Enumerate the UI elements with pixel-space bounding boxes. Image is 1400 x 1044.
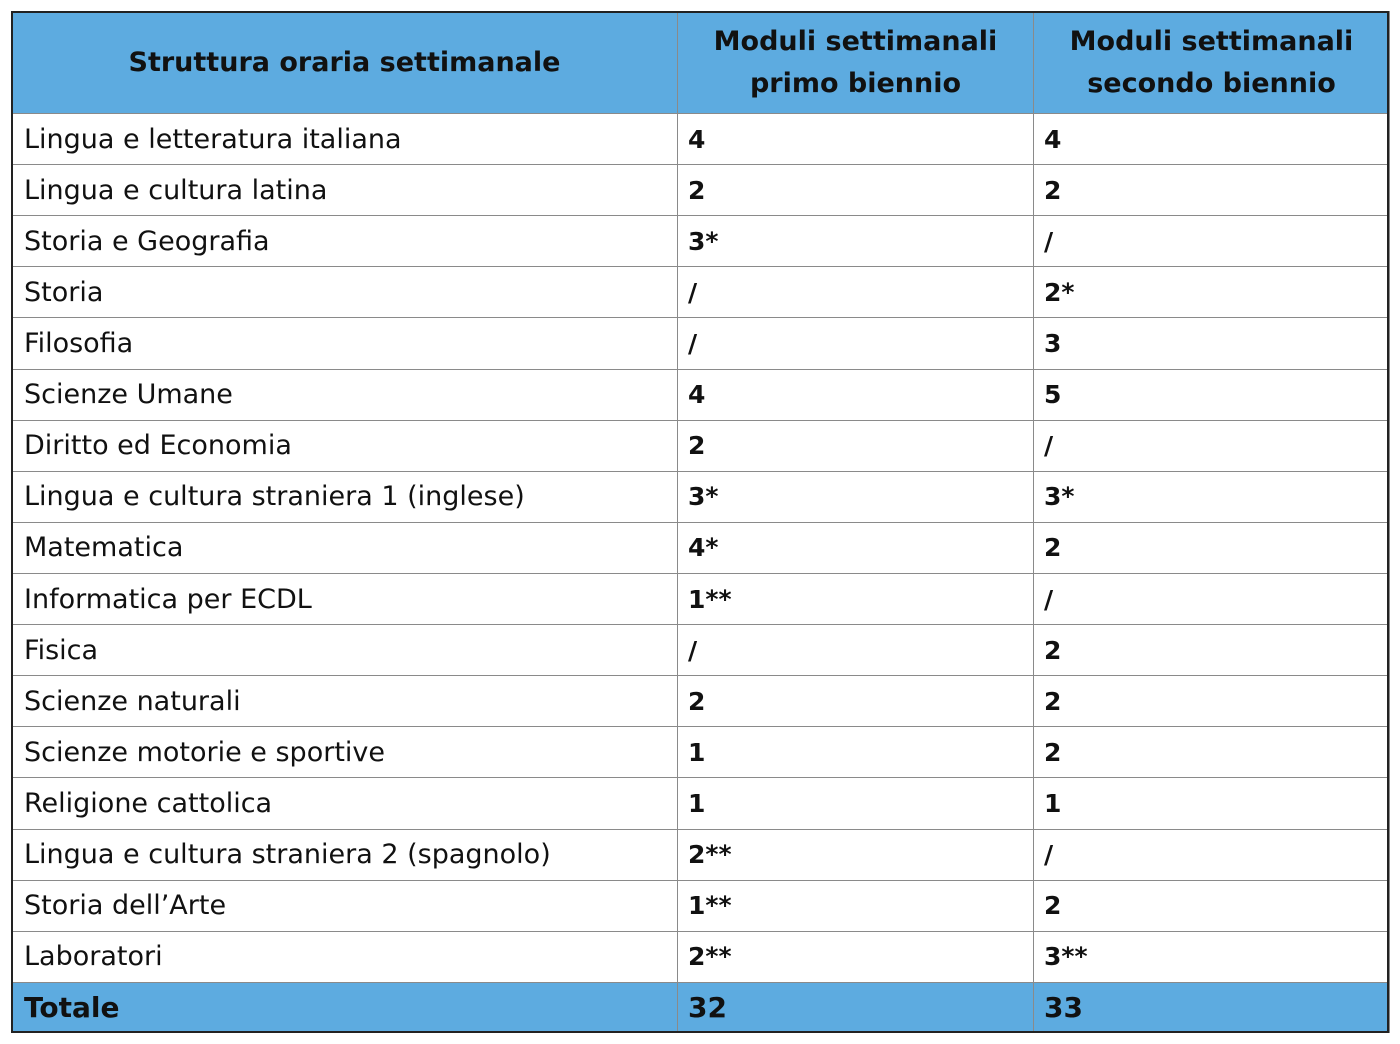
secondo-cell: 2 xyxy=(1034,625,1390,676)
subject-cell: Storia xyxy=(12,267,678,318)
subject-cell: Storia e Geografia xyxy=(12,216,678,267)
secondo-cell: 3* xyxy=(1034,471,1390,522)
header-subject xyxy=(12,12,678,114)
primo-cell: 1 xyxy=(678,778,1034,829)
subject-cell: Lingua e letteratura italiana xyxy=(12,114,678,165)
secondo-cell: 3 xyxy=(1034,318,1390,369)
subject-cell: Laboratori xyxy=(12,931,678,982)
table-footer xyxy=(12,983,1390,1033)
table-row xyxy=(12,676,1390,727)
primo-cell: 2** xyxy=(678,829,1034,880)
secondo-cell: 2 xyxy=(1034,880,1390,931)
table-row xyxy=(12,829,1390,880)
table-row xyxy=(12,420,1390,471)
total-row xyxy=(12,983,1390,1033)
subject-cell: Filosofia xyxy=(12,318,678,369)
header-subject-label: Struttura oraria settimanale xyxy=(128,46,561,78)
table-body xyxy=(12,114,1390,983)
table-row xyxy=(12,727,1390,778)
subject-cell: Matematica xyxy=(12,522,678,573)
schedule-table-container xyxy=(11,11,1389,1033)
secondo-cell: / xyxy=(1034,216,1390,267)
primo-cell: 3* xyxy=(678,216,1034,267)
header-primo-line2: primo biennio xyxy=(749,67,962,99)
secondo-cell: 2 xyxy=(1034,522,1390,573)
primo-cell: / xyxy=(678,318,1034,369)
header-secondo-line2: secondo biennio xyxy=(1087,67,1336,99)
primo-cell: 2 xyxy=(678,420,1034,471)
table-row xyxy=(12,625,1390,676)
table-row xyxy=(12,880,1390,931)
subject-cell: Lingua e cultura straniera 2 (spagnolo) xyxy=(12,829,678,880)
secondo-cell: / xyxy=(1034,573,1390,624)
subject-cell: Scienze naturali xyxy=(12,676,678,727)
primo-cell: 3* xyxy=(678,471,1034,522)
primo-cell: / xyxy=(678,267,1034,318)
subject-cell: Informatica per ECDL xyxy=(12,573,678,624)
table-header xyxy=(12,12,1390,114)
header-secondo-line1: Moduli settimanali xyxy=(1069,25,1354,57)
total-secondo: 33 xyxy=(1034,983,1390,1033)
secondo-cell: 4 xyxy=(1034,114,1390,165)
subject-cell: Fisica xyxy=(12,625,678,676)
primo-cell: 4 xyxy=(678,114,1034,165)
header-primo-biennio xyxy=(678,12,1034,114)
primo-cell: 1 xyxy=(678,727,1034,778)
secondo-cell: 2* xyxy=(1034,267,1390,318)
secondo-cell: / xyxy=(1034,420,1390,471)
secondo-cell: 5 xyxy=(1034,369,1390,420)
primo-cell: 4 xyxy=(678,369,1034,420)
total-label: Totale xyxy=(12,983,678,1033)
secondo-cell: 2 xyxy=(1034,676,1390,727)
table-row xyxy=(12,114,1390,165)
subject-cell: Lingua e cultura latina xyxy=(12,165,678,216)
table-row xyxy=(12,471,1390,522)
primo-cell: / xyxy=(678,625,1034,676)
primo-cell: 1** xyxy=(678,573,1034,624)
subject-cell: Religione cattolica xyxy=(12,778,678,829)
table-row xyxy=(12,216,1390,267)
subject-cell: Diritto ed Economia xyxy=(12,420,678,471)
primo-cell: 2 xyxy=(678,676,1034,727)
table-row xyxy=(12,778,1390,829)
secondo-cell: 2 xyxy=(1034,165,1390,216)
primo-cell: 4* xyxy=(678,522,1034,573)
total-primo: 32 xyxy=(678,983,1034,1033)
table-row xyxy=(12,573,1390,624)
subject-cell: Scienze Umane xyxy=(12,369,678,420)
subject-cell: Scienze motorie e sportive xyxy=(12,727,678,778)
table-row xyxy=(12,369,1390,420)
primo-cell: 2 xyxy=(678,165,1034,216)
table-row xyxy=(12,522,1390,573)
secondo-cell: / xyxy=(1034,829,1390,880)
weekly-schedule-table xyxy=(11,11,1390,1033)
subject-cell: Storia dell’Arte xyxy=(12,880,678,931)
header-row xyxy=(12,12,1390,114)
secondo-cell: 1 xyxy=(1034,778,1390,829)
table-row xyxy=(12,931,1390,982)
header-primo-line1: Moduli settimanali xyxy=(713,25,998,57)
table-row xyxy=(12,318,1390,369)
primo-cell: 1** xyxy=(678,880,1034,931)
header-secondo-biennio xyxy=(1034,12,1390,114)
primo-cell: 2** xyxy=(678,931,1034,982)
secondo-cell: 3** xyxy=(1034,931,1390,982)
table-row xyxy=(12,165,1390,216)
subject-cell: Lingua e cultura straniera 1 (inglese) xyxy=(12,471,678,522)
table-row xyxy=(12,267,1390,318)
secondo-cell: 2 xyxy=(1034,727,1390,778)
